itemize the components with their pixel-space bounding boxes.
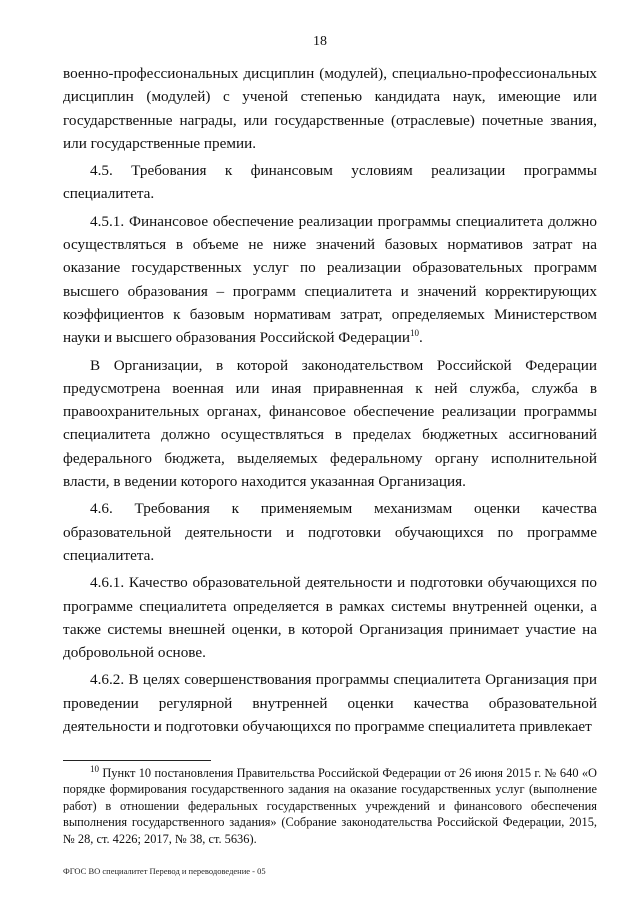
footnote-10 bbox=[63, 765, 597, 847]
paragraph-4-5-1-text: 4.5.1. Финансовое обеспечение реализации программы специалитета должно осуществляться в объеме не ниже значений базовых нормативов затрат на оказание государственных услуг по реализации образовательных программ высшего образования – программ специалитета и значений корректирующих коэффициентов к базовым нормативам затрат, определяемых Министерством науки и высшего образования Российской Федерации bbox=[63, 212, 597, 347]
paragraph-continuation: военно-профессиональных дисциплин (модулей), специально-профессиональных дисциплин (модулей) с ученой степенью кандидата наук, имеющие или государственные награды, или государственные (отраслевые) почетные звания, или государственные премии. bbox=[63, 65, 597, 152]
paragraph-organization-funding: В Организации, в которой законодательством Российской Федерации предусмотрена военная или иная приравненная к ней служба, служба в правоохранительных органах, финансовое обеспечение реализации программы специалитета должно осуществляться в пределах бюджетных ассигнований федерального бюджета, выделяемых федеральному органу исполнительной власти, в ведении которого находится указанная Организация. bbox=[63, 356, 597, 491]
page-footer: ФГОС ВО специалитет Перевод и переводоведение - 05 bbox=[63, 866, 266, 876]
paragraph-4-5-1-end: . bbox=[419, 329, 423, 347]
footnote-reference: 10 bbox=[410, 328, 419, 339]
body-text bbox=[63, 62, 597, 742]
footnote-text: Пункт 10 постановления Правительства Российской Федерации от 26 июня 2015 г. № 640 «О порядке формирования государственного задания на оказание государственных услуг (выполнение работ) в отношении федеральных государственных учреждений и финансового обеспечения выполнения государственного задания» (Собрание законодательства Российской Федерации, 2015, № 28, ст. 4226; 2017, № 38, ст. 5636). bbox=[63, 766, 597, 846]
footnote-separator bbox=[63, 760, 211, 761]
paragraph-4-6-2: 4.6.2. В целях совершенствования программы специалитета Организация при проведении регулярной внутренней оценки качества образовательной деятельности и подготовки обучающихся по программе специалитета привлекает bbox=[63, 671, 597, 736]
section-heading-4-5: 4.5. Требования к финансовым условиям реализации программы специалитета. bbox=[63, 162, 597, 203]
page-number: 18 bbox=[313, 34, 327, 49]
paragraph-4-6-1: 4.6.1. Качество образовательной деятельности и подготовки обучающихся по программе специалитета определяется в рамках системы внутренней оценки, а также системы внешней оценки, в которой Организация принимает участие на добровольной основе. bbox=[63, 574, 597, 662]
footnote-marker: 10 bbox=[90, 763, 99, 774]
section-heading-4-6: 4.6. Требования к применяемым механизмам оценки качества образовательной деятельности и подготовки обучающихся по программе специалитета. bbox=[63, 500, 597, 564]
footnote bbox=[63, 765, 597, 847]
paragraph-4-5-1 bbox=[63, 210, 597, 350]
